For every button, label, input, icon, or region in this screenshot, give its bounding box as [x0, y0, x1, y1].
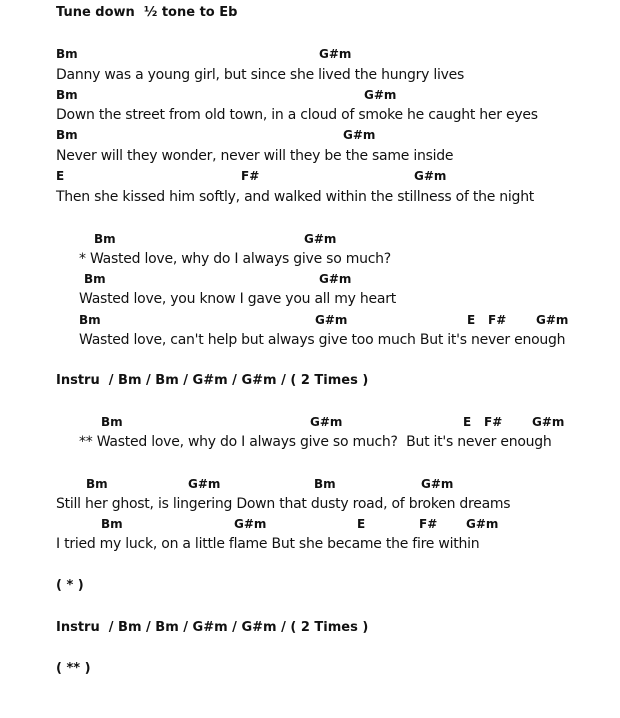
- lyric-line: [0, 290, 620, 310]
- lyric-text: Wasted love, can't help but always give too much But it's never enough: [79, 332, 566, 348]
- chord: G#m: [304, 232, 337, 246]
- chord: F#: [484, 415, 503, 429]
- lyric-text: I tried my luck, on a little flame But she became the fire within: [56, 536, 480, 552]
- chord: G#m: [364, 88, 397, 102]
- lyric-text: Wasted love, you know I gave you all my heart: [79, 291, 396, 307]
- lyric-text: Then she kissed him softly, and walked within the stillness of the night: [56, 189, 535, 205]
- title-row: [0, 5, 620, 25]
- chord: G#m: [536, 313, 569, 327]
- chord: G#m: [310, 415, 343, 429]
- instrumental-text: Instru / Bm / Bm / G#m / G#m / ( 2 Times ): [56, 620, 369, 635]
- chord: G#m: [319, 272, 352, 286]
- chord: G#m: [466, 517, 499, 531]
- repeat-marker-row: [0, 578, 620, 598]
- chord: Bm: [84, 272, 106, 286]
- chord: G#m: [315, 313, 348, 327]
- chord: E: [357, 517, 366, 531]
- chord-line: [0, 46, 620, 66]
- instrumental-line: [0, 373, 620, 393]
- chord: F#: [488, 313, 507, 327]
- chord-line: [0, 87, 620, 107]
- chord-line: [0, 127, 620, 147]
- chord: G#m: [532, 415, 565, 429]
- chord: E: [467, 313, 476, 327]
- chord: Bm: [56, 88, 78, 102]
- chord: F#: [241, 169, 260, 183]
- instrumental-text: Instru / Bm / Bm / G#m / G#m / ( 2 Times ): [56, 373, 369, 388]
- lyric-line: [0, 106, 620, 126]
- chord: Bm: [314, 477, 336, 491]
- chord-line: [0, 271, 620, 291]
- lyric-line: [0, 188, 620, 208]
- chord: Bm: [79, 313, 101, 327]
- instrumental-line: [0, 620, 620, 640]
- chord-line: [0, 414, 620, 434]
- repeat-marker: ( * ): [56, 578, 84, 593]
- chord: G#m: [319, 47, 352, 61]
- lyric-text: Danny was a young girl, but since she lived the hungry lives: [56, 67, 465, 83]
- chord-line: [0, 231, 620, 251]
- lyric-line: [0, 331, 620, 351]
- repeat-marker-row: [0, 661, 620, 681]
- chord: E: [56, 169, 65, 183]
- lyric-line: [0, 250, 620, 270]
- chord: G#m: [188, 477, 221, 491]
- chord-line: [0, 476, 620, 496]
- chord: F#: [419, 517, 438, 531]
- chord: G#m: [343, 128, 376, 142]
- chord: G#m: [421, 477, 454, 491]
- chord: Bm: [101, 415, 123, 429]
- lyric-line: [0, 433, 620, 453]
- lyric-text: Never will they wonder, never will they be the same inside: [56, 148, 454, 164]
- chord: Bm: [86, 477, 108, 491]
- chord-line: [0, 168, 620, 188]
- lyric-line: [0, 495, 620, 515]
- chord: G#m: [414, 169, 447, 183]
- chord: E: [463, 415, 472, 429]
- lyric-text: * Wasted love, why do I always give so much?: [79, 251, 391, 267]
- chord: Bm: [56, 128, 78, 142]
- chord: Bm: [101, 517, 123, 531]
- chord: G#m: [234, 517, 267, 531]
- repeat-marker: ( ** ): [56, 661, 91, 676]
- chord: Bm: [56, 47, 78, 61]
- chord-line: [0, 312, 620, 332]
- chord: Bm: [94, 232, 116, 246]
- lyric-text: Still her ghost, is lingering Down that dusty road, of broken dreams: [56, 496, 511, 512]
- lyric-text: ** Wasted love, why do I always give so much? But it's never enough: [79, 434, 552, 450]
- tuning-title: Tune down ½ tone to Eb: [56, 5, 238, 20]
- chord-line: [0, 516, 620, 536]
- lyric-line: [0, 147, 620, 167]
- lyric-line: [0, 535, 620, 555]
- lyric-text: Down the street from old town, in a cloud of smoke he caught her eyes: [56, 107, 538, 123]
- lyric-line: [0, 66, 620, 86]
